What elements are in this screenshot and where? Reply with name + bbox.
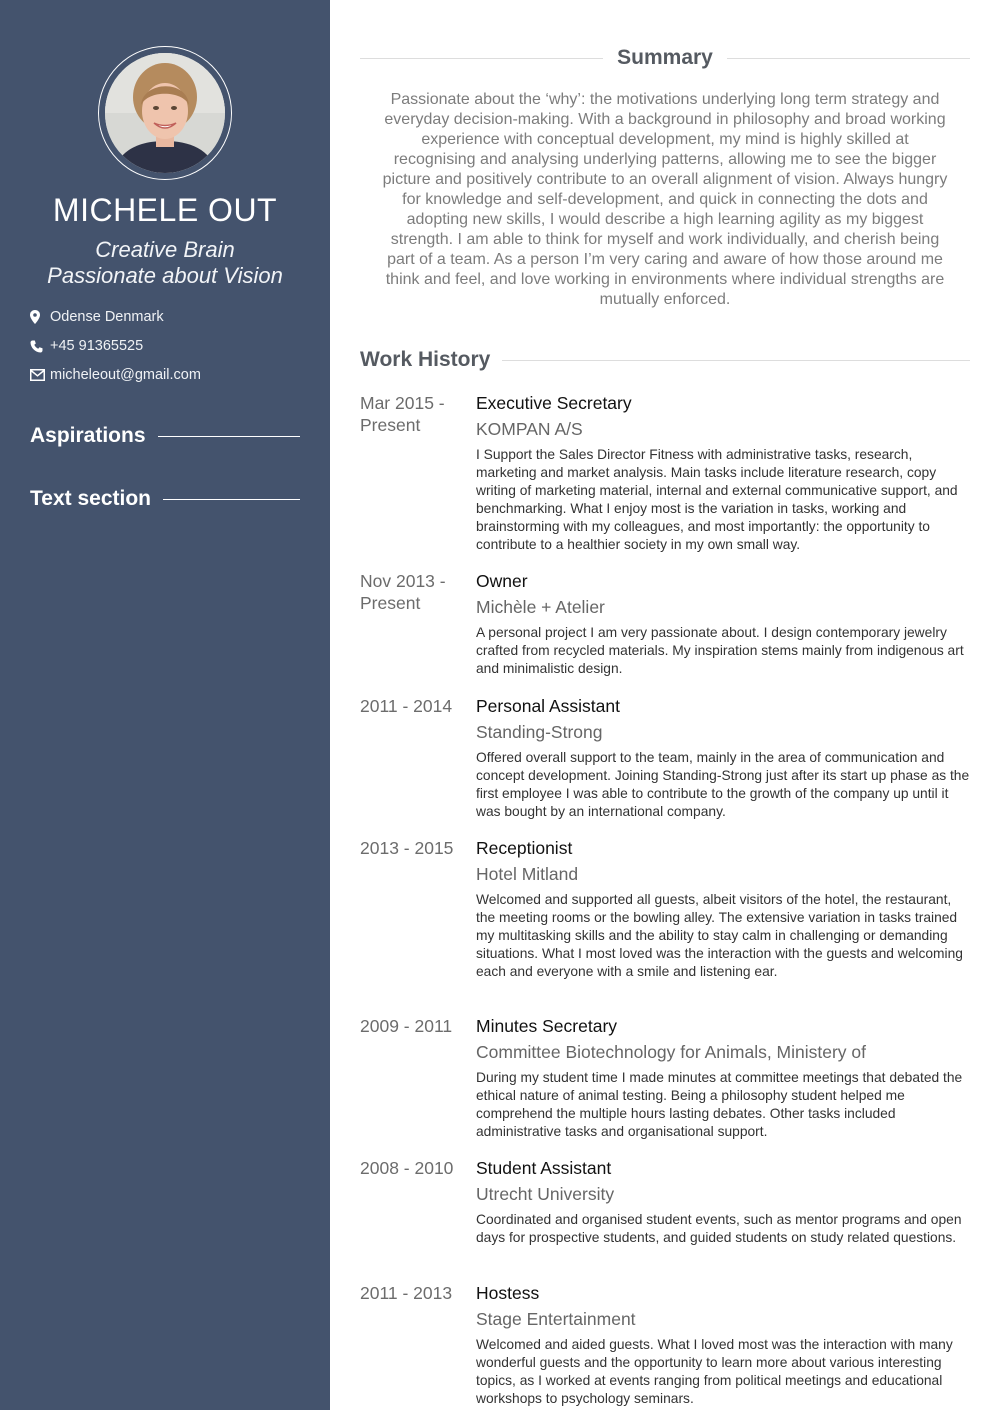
job-title: Minutes Secretary bbox=[476, 1016, 618, 1036]
job-date: Nov 2013 - Present bbox=[360, 571, 446, 613]
job-company: Standing-Strong bbox=[476, 722, 603, 742]
job-date: 2013 - 2015 bbox=[360, 838, 454, 858]
job-description: Welcomed and aided guests. What I loved most was the interaction with many wonderful guests and the opportunity to learn more about various interesting topics, as I worked at events ranging from political meetings and educational workshops to psychology seminars. bbox=[476, 1337, 953, 1406]
summary-heading-text: Summary bbox=[617, 46, 713, 69]
contact-location bbox=[30, 309, 164, 325]
job-company: KOMPAN A/S bbox=[476, 419, 583, 439]
contact-email[interactable] bbox=[30, 367, 201, 383]
job-company: Stage Entertainment bbox=[476, 1309, 636, 1329]
divider bbox=[163, 499, 300, 500]
divider bbox=[502, 360, 970, 361]
aspirations-heading-text: Aspirations bbox=[30, 424, 146, 447]
job-title: Hostess bbox=[476, 1283, 540, 1303]
job-description: Offered overall support to the team, mainly in the area of communication and concept development. Joining Standing-Strong just after its start up phase as the first employee I was able to contribute to the growth of the company up until it was bought by an international company. bbox=[476, 750, 970, 819]
profile-photo bbox=[105, 53, 225, 173]
tagline-line-1: Creative Brain bbox=[95, 237, 235, 262]
work-history-heading bbox=[360, 348, 970, 372]
email-link[interactable]: micheleout@gmail.com bbox=[50, 367, 201, 383]
work-history-heading-text: Work History bbox=[360, 348, 491, 371]
job-details bbox=[476, 392, 970, 554]
job-company: Utrecht University bbox=[476, 1184, 615, 1204]
job-details bbox=[476, 1157, 970, 1247]
job-description: Welcomed and supported all guests, albeit visitors of the hotel, the restaurant, the meeting rooms or the bowling alley. The extensive variation in tasks trained my multitasking skills and the ability to stay calm in challenging or demanding situations. What I most loved was the interaction with the guests and welcoming each and everyone with a smile and listening ear. bbox=[476, 892, 963, 979]
job-company: Hotel Mitland bbox=[476, 864, 579, 884]
job-details bbox=[476, 570, 970, 678]
map-pin-icon bbox=[30, 310, 44, 324]
location-text: Odense Denmark bbox=[50, 309, 164, 325]
job-date: 2008 - 2010 bbox=[360, 1158, 454, 1178]
profile-photo-frame bbox=[98, 46, 232, 180]
job-title: Owner bbox=[476, 571, 528, 591]
job-description: A personal project I am very passionate about. I design contemporary jewelry crafted from recycled materials. My inspiration stems mainly from indigenous art and minimalistic design. bbox=[476, 625, 964, 676]
job-details bbox=[476, 695, 970, 821]
job-description: Coordinated and organised student events, such as mentor programs and open days for prospective students, and guided students on study related questions. bbox=[476, 1212, 962, 1245]
job-date: 2011 - 2014 bbox=[360, 696, 453, 716]
job-company: Michèle + Atelier bbox=[476, 597, 605, 617]
summary-text: Passionate about the ‘why’: the motivations underlying long term strategy and everyday decision-making. With a background in philosophy and broad working experience with conceptual development, my mind is highly skilled at recognising and analysing underlying patterns, allowing me to see the bigger picture and positively contribute to an overall alignment of vision. Always hungry for knowledge and self-development, and quick in connecting the dots and adopting new skills, I would describe a high learning agility as my biggest strength. I am able to think for myself and work individually, and cherish being part of a team. As a person I’m very caring and aware of how those around me think and feel, and love working in environments where individual strengths are mutually enforced. bbox=[382, 91, 948, 308]
job-description: During my student time I made minutes at committee meetings that debated the ethical nature of animal testing. Being a philosophy student helped me comprehend the multiple hours lasting debates. Other tasks included administrative tasks and organisational support. bbox=[476, 1070, 963, 1139]
job-details bbox=[476, 837, 970, 981]
job-description: I Support the Sales Director Fitness with administrative tasks, research, marketing and market analysis. Main tasks include literature research, copy writing of marketing material, internal and external communicative support, and benchmarking. What I enjoy most is the variation in tasks, working and brainstorming with my colleagues, and most importantly: the opportunity to contribute to a healthier society in my own small way. bbox=[476, 447, 958, 552]
job-title: Receptionist bbox=[476, 838, 573, 858]
job-details bbox=[476, 1282, 970, 1408]
job-title: Executive Secretary bbox=[476, 393, 632, 413]
phone-text: +45 91365525 bbox=[50, 338, 144, 354]
candidate-name: MICHELE OUT bbox=[52, 192, 278, 228]
job-company: Committee Biotechnology for Animals, Ministery of bbox=[476, 1042, 867, 1062]
phone-icon bbox=[30, 340, 44, 353]
summary-heading bbox=[360, 46, 970, 70]
sidebar bbox=[0, 0, 330, 1410]
job-date: 2009 - 2011 bbox=[360, 1016, 453, 1036]
envelope-icon bbox=[30, 369, 44, 381]
job-title: Personal Assistant bbox=[476, 696, 620, 716]
job-details bbox=[476, 1015, 970, 1141]
job-date: 2011 - 2013 bbox=[360, 1283, 453, 1303]
divider bbox=[158, 436, 300, 437]
contact-phone bbox=[30, 338, 143, 354]
text-section-heading bbox=[30, 487, 300, 511]
aspirations-heading bbox=[30, 424, 300, 448]
divider bbox=[727, 58, 970, 59]
tagline-line-2: Passionate about Vision bbox=[47, 263, 283, 288]
divider bbox=[360, 58, 603, 59]
text-section-heading-text: Text section bbox=[30, 487, 151, 510]
job-date: Mar 2015 - Present bbox=[360, 393, 445, 435]
job-title: Student Assistant bbox=[476, 1158, 612, 1178]
